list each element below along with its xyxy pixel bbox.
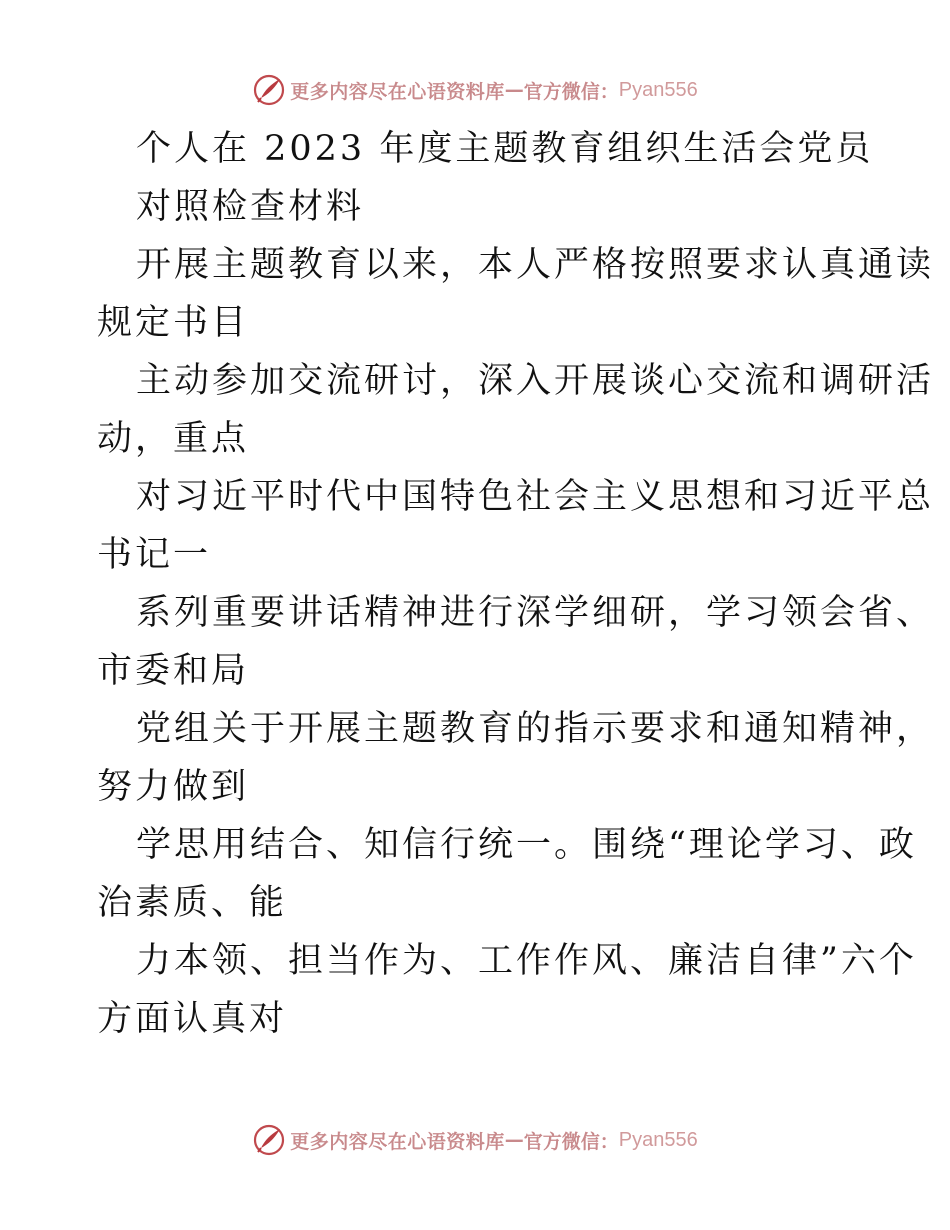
watermark-separator: — bbox=[504, 1129, 524, 1151]
watermark-wechat-id: Pyan556 bbox=[618, 1128, 698, 1151]
watermark-site-name: 更多内容尽在心语资料库 bbox=[290, 1130, 505, 1153]
paragraph-line: 党组关于开展主题教育的指示要求和通知精神， bbox=[136, 709, 935, 749]
document-title-line-1: 个人在 2023 年度主题教育组织生活会党员 bbox=[136, 129, 874, 169]
paragraph-line: 规定书目 bbox=[97, 303, 250, 343]
paragraph-line: 主动参加交流研讨，深入开展谈心交流和调研活 bbox=[136, 361, 935, 401]
paragraph-line: 动，重点 bbox=[97, 419, 250, 459]
paragraph-line: 治素质、能 bbox=[97, 883, 288, 923]
quill-logo-icon bbox=[252, 1123, 286, 1157]
watermark-label: 官方微信： bbox=[523, 1130, 619, 1153]
paragraph-line: 努力做到 bbox=[97, 767, 250, 807]
paragraph-line: 对习近平时代中国特色社会主义思想和习近平总 bbox=[136, 477, 935, 517]
header-watermark bbox=[0, 70, 950, 110]
paragraph-line: 方面认真对 bbox=[97, 999, 288, 1039]
paragraph-line: 系列重要讲话精神进行深学细研，学习领会省、 bbox=[136, 593, 935, 633]
quill-logo-icon bbox=[252, 73, 286, 107]
watermark-wechat-id: Pyan556 bbox=[618, 78, 698, 101]
paragraph-line: 市委和局 bbox=[97, 651, 250, 691]
paragraph-line: 开展主题教育以来，本人严格按照要求认真通读 bbox=[136, 245, 935, 285]
paragraph-line: 力本领、担当作为、工作作风、廉洁自律”六个 bbox=[136, 941, 917, 981]
footer-watermark bbox=[0, 1120, 950, 1160]
watermark-site-name: 更多内容尽在心语资料库 bbox=[290, 80, 505, 103]
watermark-label: 官方微信： bbox=[523, 80, 619, 103]
document-title-line-2: 对照检查材料 bbox=[136, 187, 365, 227]
paragraph-line: 书记一 bbox=[97, 535, 212, 575]
paragraph-line: 学思用结合、知信行统一。围绕“理论学习、政 bbox=[136, 825, 917, 865]
watermark-separator: — bbox=[504, 79, 524, 101]
